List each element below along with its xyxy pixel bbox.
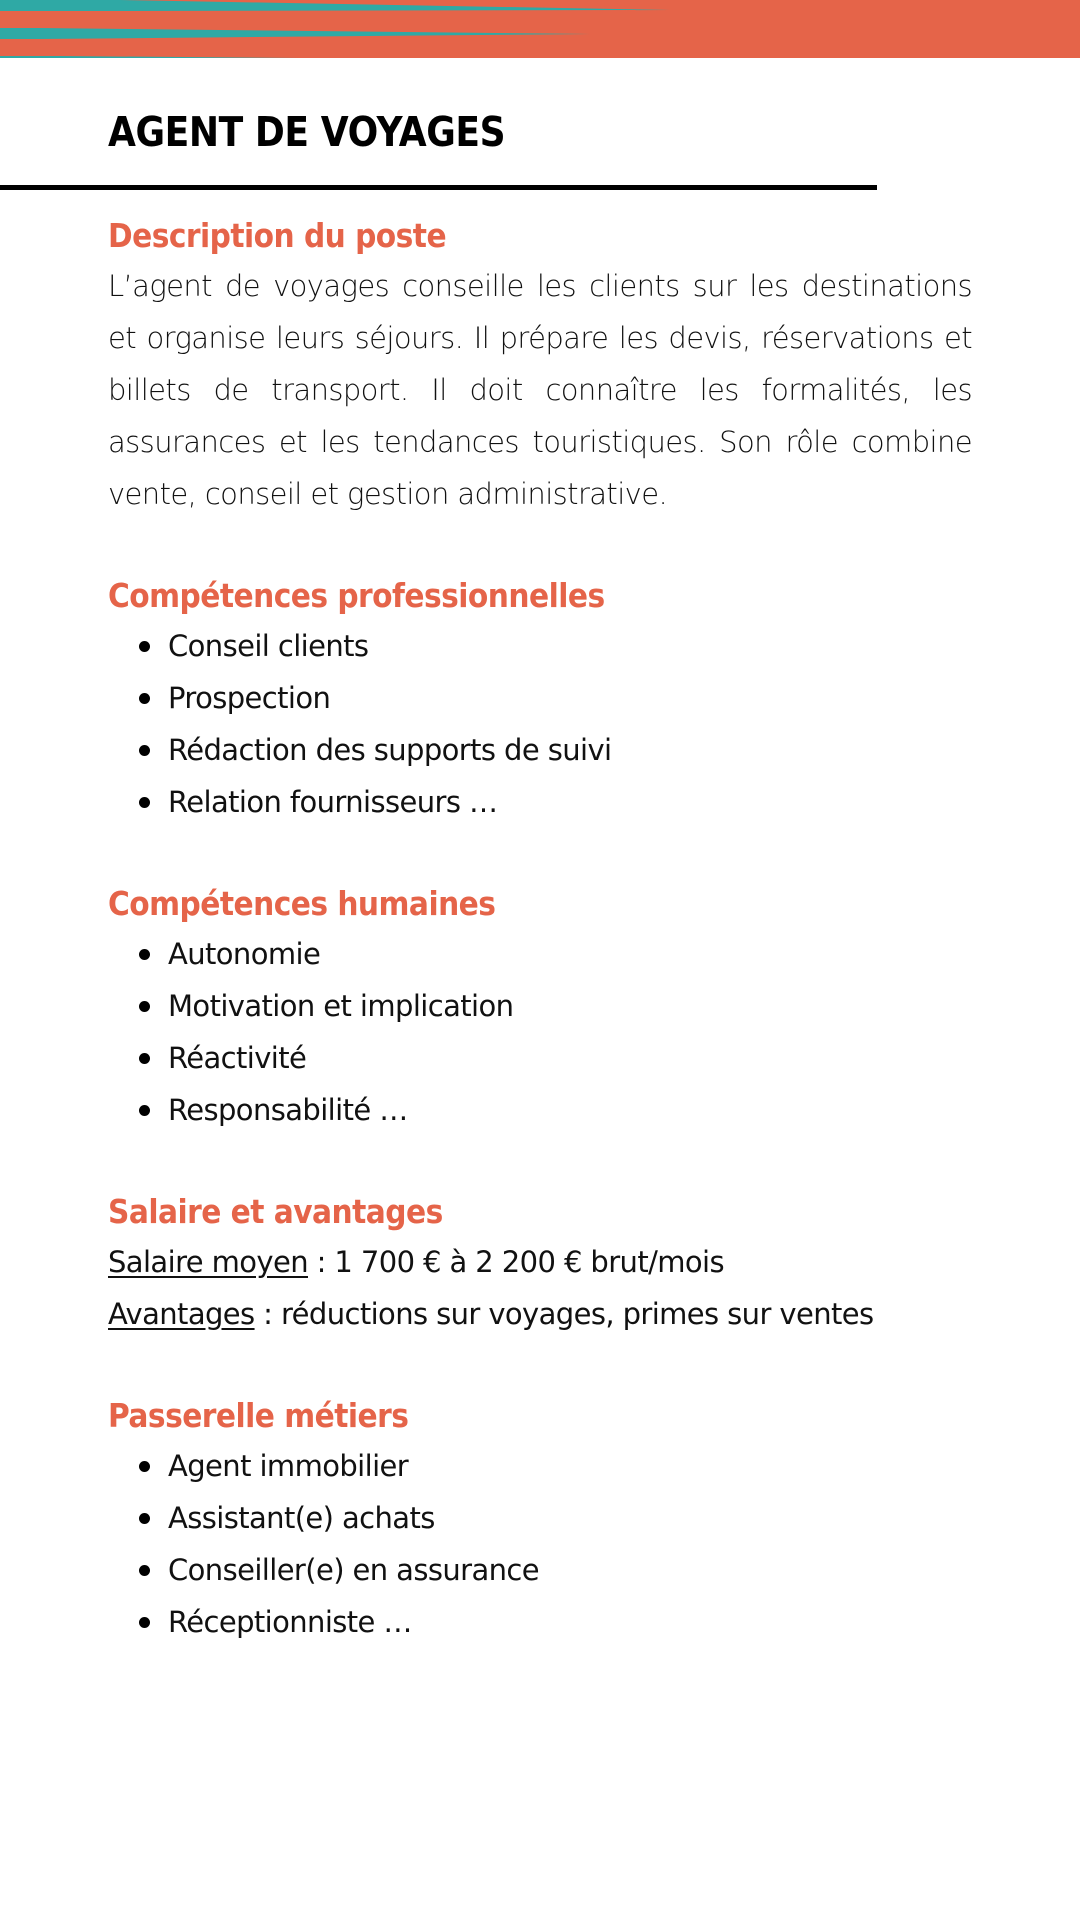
list-item: Motivation et implication (108, 980, 972, 1032)
list-item: Prospection (108, 672, 972, 724)
pro-skills-list (108, 620, 972, 828)
benefits-label: Avantages (108, 1297, 255, 1331)
description-text: L’agent de voyages conseille les clients sur les destinations et organise leurs séjours. Il prépare les devis, réservations et billets de transport. Il doit connaître les formalités, les assurances et les tendances touristiques. Son rôle combine vente, conseil et gestion administrative. (108, 269, 972, 511)
list-item: Réceptionniste … (108, 1596, 972, 1648)
human-skills-list (108, 928, 972, 1136)
page-title: AGENT DE VOYAGES (108, 108, 506, 156)
header-banner (0, 0, 1080, 58)
list-item: Réactivité (108, 1032, 972, 1084)
salary-label: Salaire moyen (108, 1245, 308, 1279)
section-heading-human-skills: Compétences humaines (108, 884, 496, 923)
benefits-value: : réductions sur voyages, primes sur ventes (254, 1297, 874, 1331)
bridges-list (108, 1440, 972, 1648)
list-item: Conseil clients (108, 620, 972, 672)
salary-line (108, 1236, 972, 1288)
list-item: Responsabilité … (108, 1084, 972, 1136)
benefits-line (108, 1288, 972, 1340)
salary-value: : 1 700 € à 2 200 € brut/mois (308, 1245, 725, 1279)
section-heading-pro-skills: Compétences professionnelles (108, 576, 605, 615)
list-item: Agent immobilier (108, 1440, 972, 1492)
list-item: Assistant(e) achats (108, 1492, 972, 1544)
list-item: Conseiller(e) en assurance (108, 1544, 972, 1596)
list-item: Autonomie (108, 928, 972, 980)
stripe-decoration-icon (0, 0, 1080, 58)
job-sheet (108, 212, 972, 1648)
section-heading-bridges: Passerelle métiers (108, 1396, 409, 1435)
title-divider (0, 185, 877, 190)
section-heading-salary: Salaire et avantages (108, 1192, 443, 1231)
list-item: Relation fournisseurs … (108, 776, 972, 828)
section-heading-description: Description du poste (108, 216, 447, 255)
list-item: Rédaction des supports de suivi (108, 724, 972, 776)
